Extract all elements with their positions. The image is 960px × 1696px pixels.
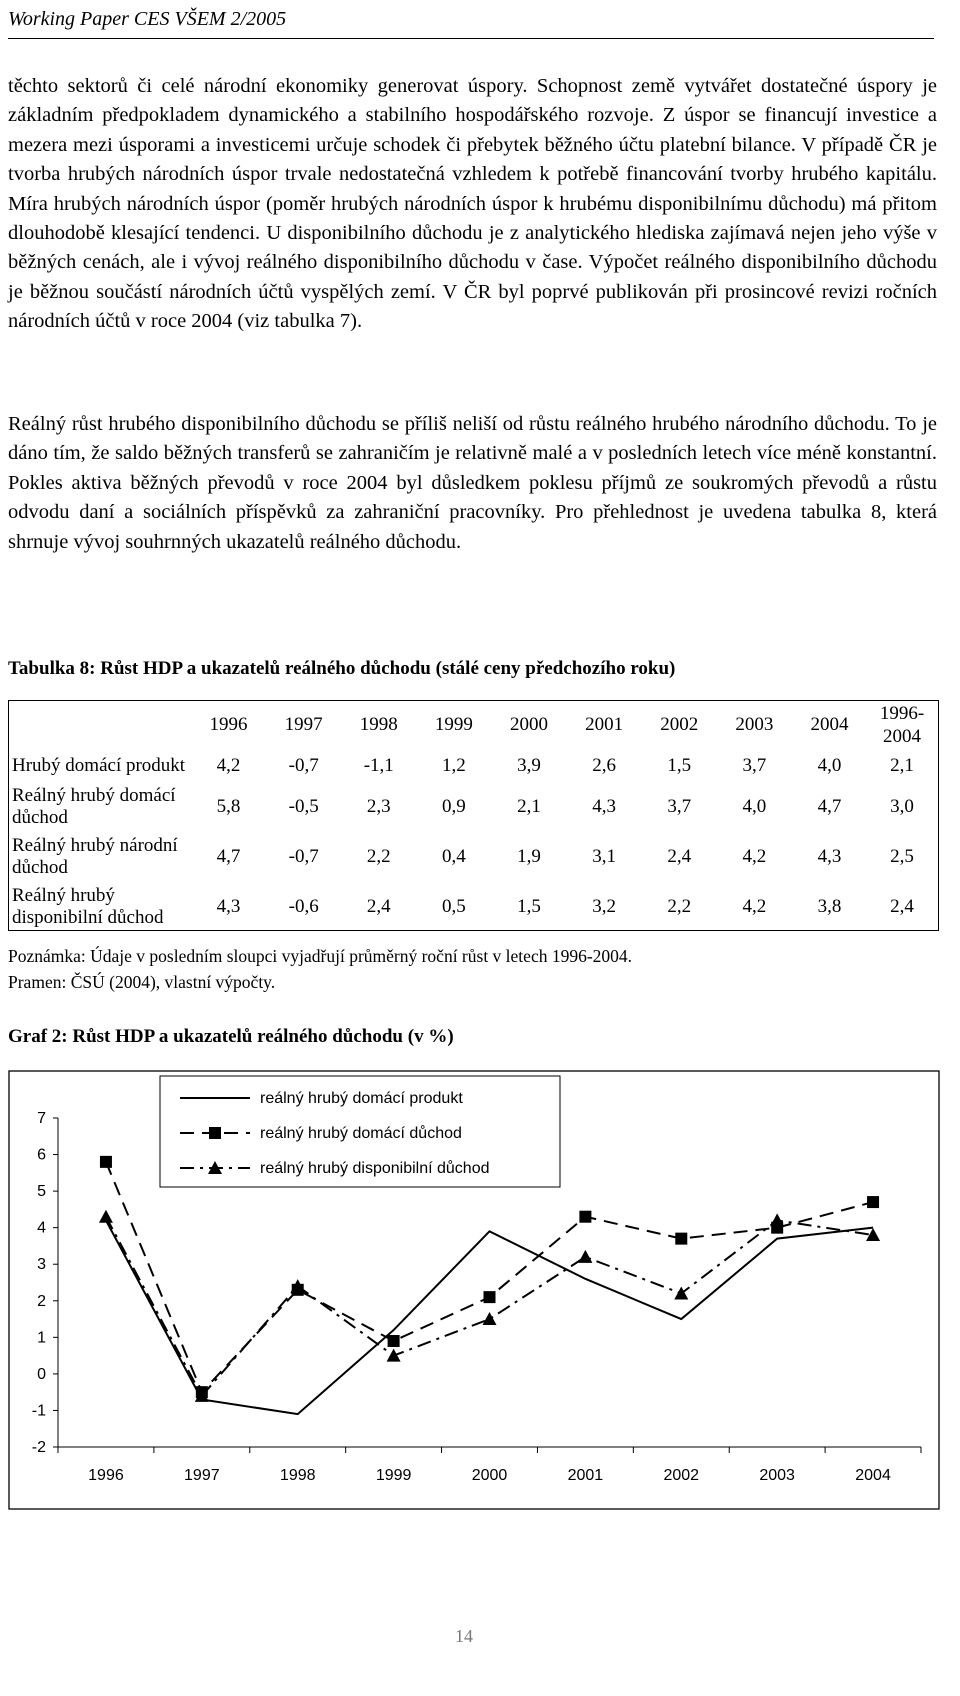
table-cell: 3,8 bbox=[817, 896, 842, 917]
column-header: 1998 bbox=[359, 714, 398, 735]
data-point bbox=[100, 1156, 112, 1168]
data-point bbox=[675, 1233, 687, 1245]
table-cell: 5,8 bbox=[216, 796, 241, 817]
data-point bbox=[674, 1286, 688, 1299]
table-cell: 3,2 bbox=[592, 896, 616, 917]
table-caption: Tabulka 8: Růst HDP a ukazatelů reálného důchodu (stálé ceny předchozího roku) bbox=[8, 658, 676, 679]
row-label: Reálný hrubý disponibilní důchod bbox=[12, 885, 164, 928]
table-note: Poznámka: Údaje v posledním sloupci vyjadřují průměrný roční růst v letech 1996-2004. bbox=[8, 946, 633, 966]
table-cell: 4,7 bbox=[817, 796, 842, 817]
x-tick-label: 1996 bbox=[88, 1467, 124, 1484]
table-cell: 3,7 bbox=[742, 755, 767, 776]
x-axis-ticks bbox=[58, 1447, 921, 1484]
series-2 bbox=[100, 1156, 879, 1398]
table-cell: -0,7 bbox=[288, 755, 319, 776]
table-cell: -0,6 bbox=[288, 896, 319, 917]
legend-label: reálný hrubý domácí produkt bbox=[260, 1090, 463, 1107]
table-cell: 2,2 bbox=[667, 896, 692, 917]
row-label: Reálný hrubý domácí důchod bbox=[12, 785, 176, 828]
table-cell: 2,2 bbox=[366, 846, 391, 867]
table-cell: 1,5 bbox=[517, 896, 541, 917]
column-header: 1996-2004 bbox=[879, 703, 925, 747]
growth-line-chart bbox=[8, 1070, 940, 1510]
x-tick-label: 2004 bbox=[855, 1467, 891, 1484]
x-tick-label: 1997 bbox=[184, 1467, 220, 1484]
data-point bbox=[484, 1291, 496, 1303]
column-header: 1999 bbox=[434, 714, 473, 735]
table-cell: 2,1 bbox=[517, 796, 541, 817]
table-cell: 2,3 bbox=[366, 796, 391, 817]
column-header: 2004 bbox=[810, 714, 849, 735]
series-line bbox=[106, 1217, 873, 1396]
data-point bbox=[99, 1210, 113, 1223]
table-cell: 0,9 bbox=[442, 796, 466, 817]
series-3 bbox=[99, 1210, 880, 1402]
table-row bbox=[8, 750, 937, 782]
growth-table bbox=[8, 700, 937, 932]
x-tick-label: 2003 bbox=[759, 1467, 795, 1484]
y-tick-label: 0 bbox=[37, 1365, 46, 1383]
body-paragraph-1: těchto sektorů či celé národní ekonomiky generovat úspory. Schopnost země vytvářet dostatečné úspory je základním předpokladem dynamického a stabilního hospodářského rozvoje. Z úspor se financují investice a mezera mezi úsporami a investicemi určuje schodek či přebytek běžného účtu platební bilance. V případě ČR je tvorba hrubých národních úspor trvale nedostatečná vzhledem k potřebě financování tvorby hrubého kapitálu. Míra hrubých národních úspor (poměr hrubých národních úspor k hrubému disponibilnímu důchodu) má přitom dlouhodobě klesající tendenci. U disponibilního důchodu je z analytického hlediska zajímavá nejen jeho výše v běžných cenách, ale i vývoj reálného disponibilního důchodu v čase. Výpočet reálného disponibilního důchodu je běžnou součástí národních účtů vyspělých zemí. V ČR byl poprvé publikován při prosincové revizi ročních národních účtů v roce 2004 (viz tabulka 7). bbox=[8, 75, 937, 333]
legend-marker bbox=[209, 1127, 221, 1139]
table-cell: 2,5 bbox=[890, 846, 914, 867]
table-cell: 4,2 bbox=[742, 896, 767, 917]
legend-label: reálný hrubý domácí důchod bbox=[260, 1125, 462, 1142]
table-cell: 1,5 bbox=[667, 755, 692, 776]
table-row bbox=[8, 882, 937, 932]
y-tick-label: 1 bbox=[37, 1329, 46, 1347]
data-point bbox=[483, 1312, 497, 1325]
table-cell: 4,2 bbox=[216, 755, 241, 776]
x-tick-label: 2001 bbox=[567, 1467, 604, 1484]
column-header: 1996 bbox=[209, 714, 248, 735]
table-source: Pramen: ČSÚ (2004), vlastní výpočty. bbox=[8, 972, 276, 992]
table-cell: 3,7 bbox=[667, 796, 692, 817]
data-point bbox=[388, 1335, 400, 1347]
table-cell: 4,2 bbox=[742, 846, 767, 867]
running-header-title: Working Paper CES VŠEM 2/2005 bbox=[8, 8, 287, 30]
x-tick-label: 1999 bbox=[375, 1467, 412, 1484]
y-tick-label: 7 bbox=[37, 1110, 46, 1127]
table-cell: -0,7 bbox=[288, 846, 319, 867]
table-cell: 2,1 bbox=[890, 755, 914, 776]
row-label: Hrubý domácí produkt bbox=[12, 755, 186, 776]
table-cell: 4,7 bbox=[216, 846, 241, 867]
table-cell: 3,9 bbox=[517, 755, 541, 776]
table-cell: -0,5 bbox=[288, 796, 319, 817]
data-point bbox=[387, 1349, 401, 1362]
y-tick-label: 3 bbox=[37, 1256, 46, 1274]
table-cell: 2,4 bbox=[890, 896, 914, 917]
chart-series bbox=[99, 1156, 880, 1414]
table-cell: 2,6 bbox=[592, 755, 616, 776]
table-header-row bbox=[8, 700, 937, 750]
table-corner-cell bbox=[8, 700, 191, 750]
data-point bbox=[579, 1211, 591, 1223]
table-cell: 1,9 bbox=[517, 846, 541, 867]
y-tick-label: -1 bbox=[31, 1402, 46, 1420]
column-header: 2000 bbox=[509, 714, 548, 735]
series-line bbox=[106, 1162, 873, 1392]
table-cell: 0,5 bbox=[442, 896, 466, 917]
table-cell: 2,4 bbox=[366, 896, 391, 917]
x-tick-label: 2000 bbox=[471, 1467, 508, 1484]
page-number: 14 bbox=[455, 1626, 473, 1646]
y-axis-ticks bbox=[32, 1110, 58, 1456]
y-tick-label: 6 bbox=[37, 1146, 46, 1164]
table-cell: 4,3 bbox=[592, 796, 616, 817]
column-header: 2001 bbox=[585, 714, 624, 735]
column-header: 2003 bbox=[735, 714, 774, 735]
data-point bbox=[770, 1213, 784, 1226]
chart-caption: Graf 2: Růst HDP a ukazatelů reálného důchodu (v %) bbox=[8, 1026, 454, 1047]
legend-label: reálný hrubý disponibilní důchod bbox=[260, 1160, 490, 1177]
table-cell: 4,3 bbox=[817, 846, 842, 867]
table-cell: 4,0 bbox=[817, 755, 842, 776]
table-cell: 4,0 bbox=[742, 796, 767, 817]
table-cell: 0,4 bbox=[442, 846, 466, 867]
column-header: 1997 bbox=[284, 714, 323, 735]
table-cell: 1,2 bbox=[442, 755, 466, 776]
table-cell: 4,3 bbox=[216, 896, 241, 917]
row-label: Reálný hrubý národní důchod bbox=[12, 835, 178, 878]
table-row bbox=[8, 832, 937, 882]
data-point bbox=[867, 1196, 879, 1208]
x-tick-label: 1998 bbox=[279, 1467, 316, 1484]
table-cell: 3,0 bbox=[890, 796, 914, 817]
running-header bbox=[8, 4, 934, 39]
y-tick-label: -2 bbox=[31, 1439, 46, 1456]
x-tick-label: 2002 bbox=[663, 1467, 700, 1484]
y-tick-label: 2 bbox=[37, 1292, 46, 1310]
table-cell: 3,1 bbox=[592, 846, 616, 867]
table-row bbox=[8, 782, 937, 832]
y-tick-label: 5 bbox=[37, 1183, 46, 1201]
column-header: 2002 bbox=[660, 714, 699, 735]
table-cell: 2,4 bbox=[667, 846, 692, 867]
table-cell: -1,1 bbox=[363, 755, 394, 776]
y-tick-label: 4 bbox=[37, 1219, 46, 1237]
data-point bbox=[578, 1250, 592, 1263]
body-paragraph-2: Reálný růst hrubého disponibilního důchodu se příliš neliší od růstu reálného hrubého národního důchodu. To je dáno tím, že saldo běžných transferů se zahraničím je relativně malé a v posledních letech více méně konstantní. Pokles aktiva běžných převodů v roce 2004 byl důsledkem poklesu příjmů ze soukromých převodů a růstu odvodu daní a sociálních příspěvků za zahraniční pracovníky. Pro přehlednost je uvedena tabulka 8, která shrnuje vývoj souhrnných ukazatelů reálného důchodu. bbox=[8, 413, 937, 553]
